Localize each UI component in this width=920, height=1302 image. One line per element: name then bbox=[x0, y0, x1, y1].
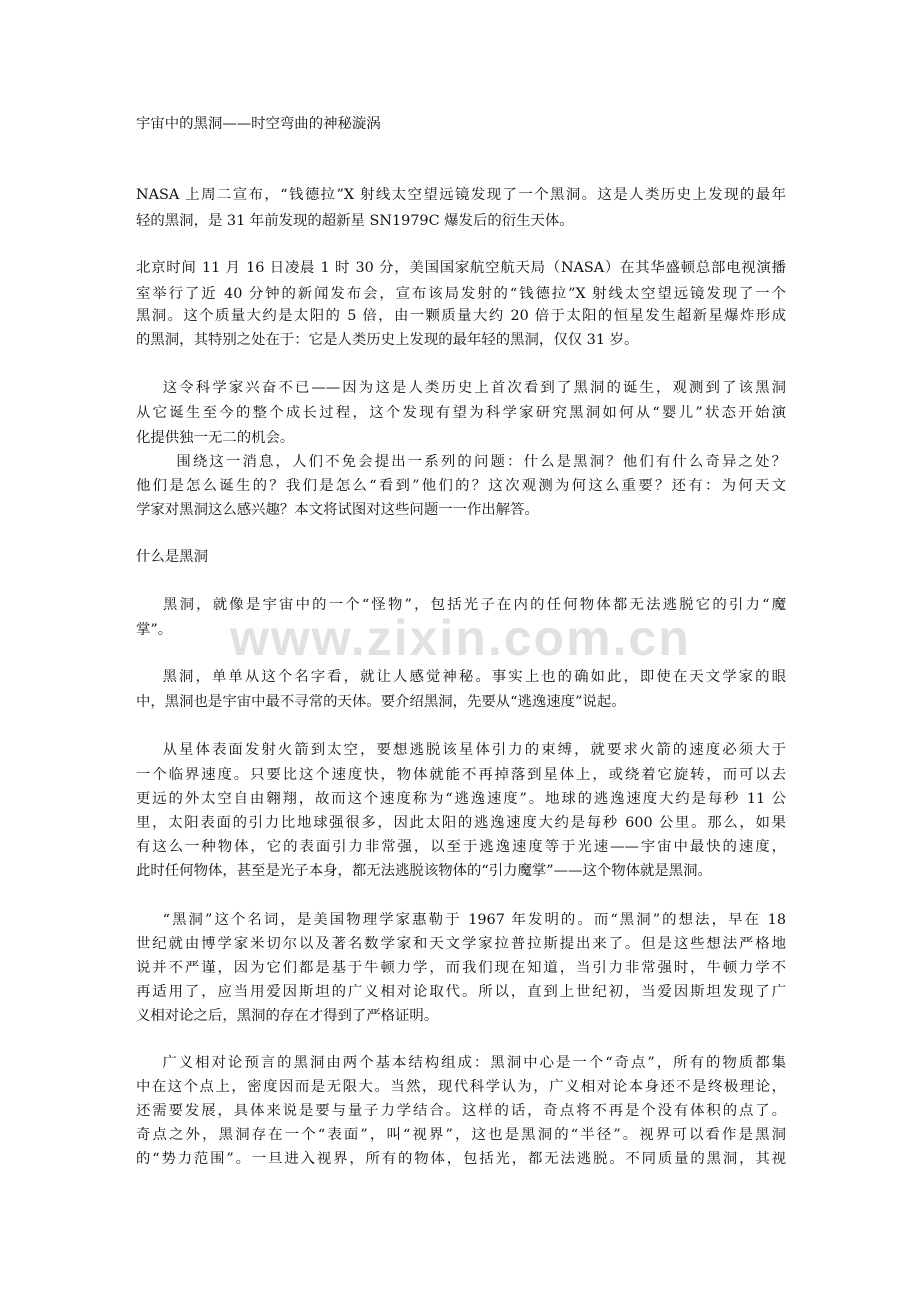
text-line: 一个临界速度。只要比这个速度快，物体就能不再掉落到星体上，或绕着它旋转，而可以去 bbox=[136, 767, 786, 783]
text-line: 世纪就由博学家米切尔以及著名数学家和天文学家拉普拉斯提出来了。但是这些想法严格地 bbox=[136, 936, 786, 952]
text-line: 化提供独一无二的机会。 bbox=[136, 430, 295, 446]
text-line: 还需要发展，具体来说是要与量子力学结合。这样的话，奇点将不再是个没有体积的点了。 bbox=[136, 1103, 786, 1119]
text-line: 北京时间 11 月 16 日凌晨 1 时 30 分，美国国家航空航天局（NASA）在其华盛顿总部电视演播 bbox=[136, 260, 786, 276]
text-line: 黑洞。这个质量大约是太阳的 5 倍，由一颗质量大约 20 倍于太阳的恒星发生超新星爆炸形成 bbox=[136, 308, 786, 324]
text-line: 此时任何物体，甚至是光子本身，都无法逃脱该物体的“引力魔掌”——这个物体就是黑洞。 bbox=[136, 863, 712, 879]
text-line: 黑洞，单单从这个名字看，就让人感觉神秘。事实上也的确如此，即使在天文学家的眼 bbox=[136, 669, 786, 685]
text-line: 中在这个点上，密度因而是无限大。当然，现代科学认为，广义相对论本身还不是终极理论， bbox=[136, 1079, 786, 1095]
document-title: 宇宙中的黑洞——时空弯曲的神秘漩涡 bbox=[136, 116, 381, 132]
watermark: www.zixin.com.cn bbox=[230, 610, 691, 666]
text-line: 的黑洞，其特别之处在于：它是人类历史上发现的最年轻的黑洞，仅仅 31 岁。 bbox=[136, 332, 639, 348]
text-line: 广义相对论预言的黑洞由两个基本结构组成：黑洞中心是一个“奇点”，所有的物质都集 bbox=[136, 1055, 786, 1071]
text-line: 从它诞生至今的整个成长过程，这个发现有望为科学家研究黑洞如何从“婴儿”状态开始演 bbox=[136, 405, 786, 421]
text-line: 室举行了近 40 分钟的新闻发布会，宣布该局发射的“钱德拉”X 射线太空望远镜发现了一个 bbox=[136, 286, 786, 302]
text-line: 黑洞，就像是宇宙中的一个“怪物”，包括光子在内的任何物体都无法逃脱它的引力“魔 bbox=[136, 597, 786, 613]
text-line: 奇点之外，黑洞存在一个“表面”，叫“视界”，这也是黑洞的“半径”。视界可以看作是黑洞 bbox=[136, 1127, 786, 1143]
text-line: 他们是怎么诞生的？我们是怎么“看到”他们的？这次观测为何这么重要？还有：为何天文 bbox=[136, 478, 786, 494]
text-line: 这令科学家兴奋不已——因为这是人类历史上首次看到了黑洞的诞生，观测到了该黑洞 bbox=[136, 380, 786, 396]
text-line: 掌”。 bbox=[136, 622, 173, 638]
text-line: 学家对黑洞这么感兴趣？本文将试图对这些问题一一作出解答。 bbox=[136, 502, 539, 518]
text-line: 轻的黑洞，是 31 年前发现的超新星 SN1979C 爆发后的衍生天体。 bbox=[136, 213, 574, 229]
text-line: 中，黑洞也是宇宙中最不寻常的天体。要介绍黑洞，先要从“逃逸速度”说起。 bbox=[136, 694, 626, 710]
text-line: 从星体表面发射火箭到太空，要想逃脱该星体引力的束缚，就要求火箭的速度必须大于 bbox=[136, 742, 786, 758]
text-line: “黑洞”这个名词，是美国物理学家惠勒于 1967 年发明的。而“黑洞”的想法，早在 18 bbox=[136, 912, 786, 928]
text-line: 的“势力范围”。一旦进入视界，所有的物体，包括光，都无法逃脱。不同质量的黑洞，其视 bbox=[136, 1151, 786, 1167]
text-line: 有这么一种物体，它的表面引力非常强，以至于逃逸速度等于光速——宇宙中最快的速度， bbox=[136, 839, 786, 855]
text-line: 再适用了，应当用爱因斯坦的广义相对论取代。所以，直到上世纪初，当爱因斯坦发现了广 bbox=[136, 984, 786, 1000]
text-line: 围绕这一消息，人们不免会提出一系列的问题：什么是黑洞？他们有什么奇异之处？ bbox=[136, 454, 786, 470]
text-line: NASA 上周二宣布，“钱德拉”X 射线太空望远镜发现了一个黑洞。这是人类历史上发现的最年 bbox=[136, 187, 786, 203]
text-line: 义相对论之后，黑洞的存在才得到了严格证明。 bbox=[136, 1008, 439, 1024]
text-line: 更远的外太空自由翱翔，故而这个速度称为“逃逸速度”。地球的逃逸速度大约是每秒 11 公 bbox=[136, 791, 786, 807]
text-line: 里，太阳表面的引力比地球强很多，因此太阳的逃逸速度大约是每秒 600 公里。那么，如果 bbox=[136, 815, 786, 831]
text-line: 说并不严谨，因为它们都是基于牛顿力学，而我们现在知道，当引力非常强时，牛顿力学不 bbox=[136, 960, 786, 976]
section-heading: 什么是黑洞 bbox=[136, 549, 208, 565]
